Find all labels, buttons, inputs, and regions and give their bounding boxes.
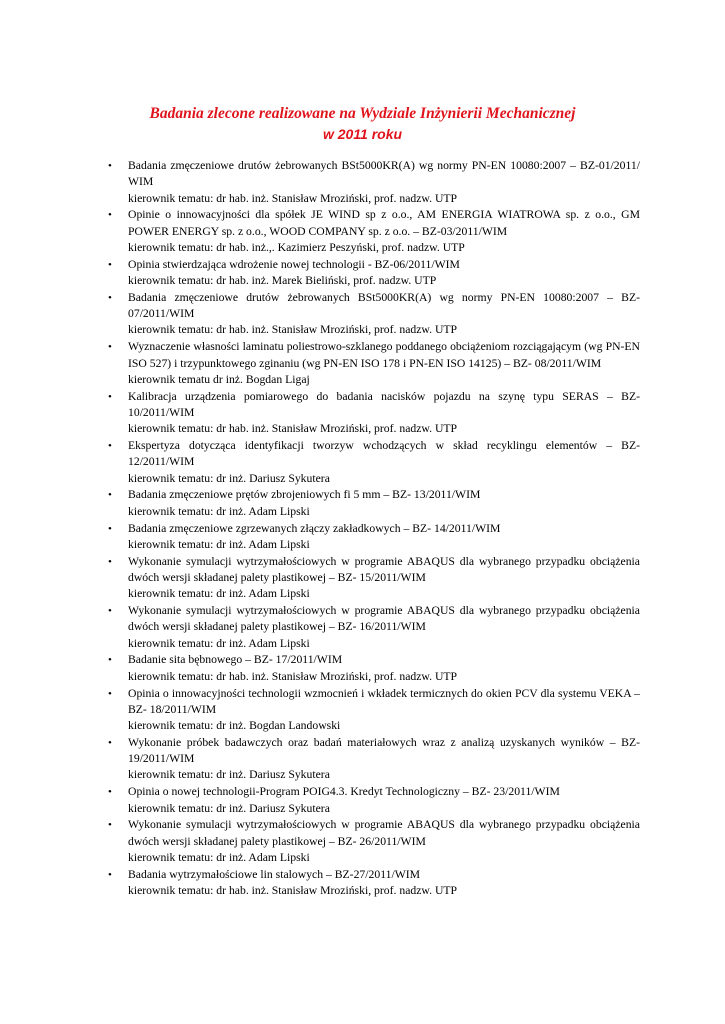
- list-item: [108, 487, 640, 520]
- bullet-icon: •: [108, 605, 112, 618]
- list-item: [108, 521, 640, 554]
- title-line-2: w 2011 roku: [322, 126, 403, 142]
- list-item: [108, 554, 640, 603]
- item-manager: kierownik tematu: dr hab. inż. Stanisław Mroziński, prof. nadzw. UTP: [128, 669, 458, 683]
- item-manager: kierownik tematu: dr inż. Adam Lipski: [128, 850, 310, 864]
- list-item: [108, 652, 640, 685]
- item-manager: kierownik tematu: dr inż. Bogdan Landowski: [128, 719, 341, 733]
- item-manager: kierownik tematu: dr inż. Adam Lipski: [128, 587, 310, 601]
- item-description: Wykonanie próbek badawczych oraz badań materiałowych wraz z analizą uzyskanych wyników – BZ- 19/2011/WIM: [128, 735, 640, 766]
- item-description: Badania wytrzymałościowe lin stalowych – BZ-27/2011/WIM: [128, 867, 421, 881]
- bullet-icon: •: [108, 440, 112, 453]
- list-item: [108, 686, 640, 735]
- bullet-icon: •: [108, 786, 112, 799]
- item-manager: kierownik tematu: dr inż. Dariusz Sykutera: [128, 768, 330, 782]
- item-description: Wykonanie symulacji wytrzymałościowych w programie ABAQUS dla wybranego przypadku obciążenia dwóch wersji składanej palety plastikowej – BZ- 26/2011/WIM: [128, 818, 640, 848]
- bullet-icon: •: [108, 819, 112, 832]
- item-description: Badania zmęczeniowe prętów zbrojeniowych fi 5 mm – BZ- 13/2011/WIM: [128, 488, 481, 502]
- list-item: [108, 817, 640, 866]
- item-manager: kierownik tematu: dr inż. Adam Lipski: [128, 636, 310, 650]
- bullet-icon: •: [108, 390, 112, 403]
- item-description: Opinie o innowacyjności dla spółek JE WIND sp z o.o., AM ENERGIA WIATROWA sp. z o.o., GM POWER ENERGY sp. z o.o., WOOD COMPANY sp. z o.o. – BZ-03/2011/WIM: [128, 208, 640, 238]
- item-manager: kierownik tematu: dr hab. inż. Stanisław Mroziński, prof. nadzw. UTP: [128, 422, 458, 436]
- item-manager: kierownik tematu: dr hab. inż. Stanisław Mroziński, prof. nadzw. UTP: [128, 191, 458, 205]
- item-description: Opinia stwierdzająca wdrożenie nowej technologii - BZ-06/2011/WIM: [128, 257, 460, 271]
- item-description: Badania zmęczeniowe drutów żebrowanych BSt5000KR(A) wg normy PN-EN 10080:2007 – BZ-01/2011/ WIM: [128, 159, 640, 189]
- bullet-icon: •: [108, 736, 112, 749]
- item-manager: kierownik tematu: dr hab. inż. Stanisław Mroziński, prof. nadzw. UTP: [128, 323, 458, 337]
- bullet-icon: •: [108, 489, 112, 502]
- item-manager: kierownik tematu: dr hab. inż. Stanisław Mroziński, prof. nadzw. UTP: [128, 884, 458, 898]
- item-manager: kierownik tematu: dr hab. inż. Marek Bieliński, prof. nadzw. UTP: [128, 274, 437, 288]
- document-title: [0, 104, 725, 144]
- bullet-icon: •: [108, 868, 112, 881]
- list-item: [108, 290, 640, 339]
- list-item: [108, 438, 640, 487]
- list-item: [108, 158, 640, 207]
- bullet-icon: •: [108, 160, 112, 172]
- item-description: Opinia o nowej technologii-Program POIG4.3. Kredyt Technologiczny – BZ- 23/2011/WIM: [128, 785, 560, 799]
- research-list: [108, 158, 640, 900]
- title-line-1: Badania zlecone realizowane na Wydziale Inżynierii Mechanicznej: [149, 105, 576, 122]
- item-manager: kierownik tematu: dr inż. Adam Lipski: [128, 537, 310, 551]
- item-description: Kalibracja urządzenia pomiarowego do badania nacisków pojazdu na szynę typu SERAS – BZ- 10/2011/WIM: [128, 389, 640, 419]
- bullet-icon: •: [108, 341, 112, 354]
- bullet-icon: •: [108, 209, 112, 222]
- item-manager: kierownik tematu dr inż. Bogdan Ligaj: [128, 372, 310, 386]
- list-item: [108, 257, 640, 290]
- list-item: [108, 207, 640, 256]
- list-item: [108, 735, 640, 784]
- item-manager: kierownik tematu: dr inż. Dariusz Sykutera: [128, 801, 330, 815]
- bullet-icon: •: [108, 687, 112, 700]
- bullet-icon: •: [108, 291, 112, 304]
- item-manager: kierownik tematu: dr hab. inż.,. Kazimierz Peszyński, prof. nadzw. UTP: [128, 240, 465, 254]
- item-description: Wykonanie symulacji wytrzymałościowych w programie ABAQUS dla wybranego przypadku obciążenia dwóch wersji składanej palety plastikowej – BZ- 16/2011/WIM: [128, 604, 640, 634]
- list-item: [108, 784, 640, 817]
- bullet-icon: •: [108, 258, 112, 271]
- list-item: [108, 339, 640, 388]
- item-description: Wyznaczenie własności laminatu poliestrowo-szklanego poddanego obciążeniom rozciągającym (wg PN-EN ISO 527) i trzypunktowego zginaniu (wg PN-EN ISO 178 i PN-EN ISO 14125) – BZ- 08/2011/WIM: [128, 340, 640, 370]
- item-description: Ekspertyza dotycząca identyfikacji tworzyw wchodzących w skład recyklingu elementów – BZ- 12/2011/WIM: [128, 439, 640, 469]
- bullet-icon: •: [108, 555, 112, 568]
- item-description: Badania zmęczeniowe zgrzewanych złączy zakładkowych – BZ- 14/2011/WIM: [128, 521, 501, 535]
- item-manager: kierownik tematu: dr inż. Adam Lipski: [128, 504, 310, 518]
- list-item: [108, 389, 640, 438]
- item-description: Wykonanie symulacji wytrzymałościowych w programie ABAQUS dla wybranego przypadku obciążenia dwóch wersji składanej palety plastikowej – BZ- 15/2011/WIM: [128, 554, 640, 584]
- item-description: Badania zmęczeniowe drutów żebrowanych BSt5000KR(A) wg normy PN-EN 10080:2007 – BZ- 07/2011/WIM: [128, 290, 640, 321]
- bullet-icon: •: [108, 654, 112, 667]
- bullet-icon: •: [108, 522, 112, 535]
- item-manager: kierownik tematu: dr inż. Dariusz Sykutera: [128, 471, 330, 485]
- item-description: Badanie sita bębnowego – BZ- 17/2011/WIM: [128, 653, 343, 667]
- list-item: [108, 603, 640, 652]
- list-item: [108, 867, 640, 900]
- item-description: Opinia o innowacyjności technologii wzmocnień i wkładek termicznych do okien PCV dla systemu VEKA – BZ- 18/2011/WIM: [128, 686, 640, 716]
